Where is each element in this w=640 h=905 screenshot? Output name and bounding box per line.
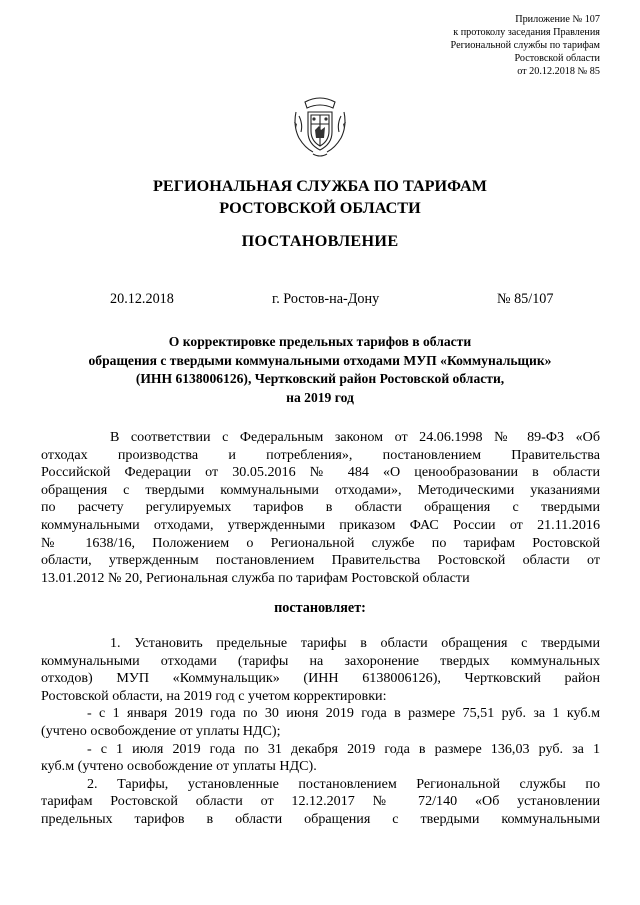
appendix-line: к протоколу заседания Правления <box>453 27 600 38</box>
subject-line: на 2019 год <box>286 389 354 405</box>
item-line: - с 1 января 2019 года по 30 июня 2019 года в размере 75,51 руб. за 1 куб.м <box>87 705 600 722</box>
item-line: 1. Установить предельные тарифы в области обращения с твердыми <box>110 635 600 651</box>
preamble-line: отходах производства и потребления», постановлением Правительства <box>41 446 600 463</box>
preamble-line: В соответствии с Федеральным законом от 24.06.1998 № 89-ФЗ «Об <box>110 429 600 445</box>
item-line: 2. Тарифы, установленные постановлением Региональной службы по <box>87 775 600 792</box>
item-line: (учтено освобождение от уплаты НДС); <box>41 722 281 739</box>
preamble-line: 13.01.2012 № 20, Региональная служба по тарифам Ростовской области <box>41 569 470 586</box>
document-date: 20.12.2018 <box>110 291 174 307</box>
agency-name <box>0 175 640 219</box>
document-type: ПОСТАНОВЛЕНИЕ <box>241 232 399 250</box>
agency-name-line: РЕГИОНАЛЬНАЯ СЛУЖБА ПО ТАРИФАМ <box>153 177 487 195</box>
item-line: предельных тарифов в области обращения с твердыми коммунальными <box>41 810 600 827</box>
subject-line: обращения с твердыми коммунальными отходами МУП «Коммунальщик» <box>88 352 552 368</box>
decree-word: постановляет: <box>274 600 366 616</box>
document-subject <box>40 333 600 407</box>
preamble-line: Российской Федерации от 30.05.2016 № 484 «О ценообразовании в области <box>41 464 600 481</box>
preamble-line: по расчету регулируемых тарифов в области обращения с твердыми <box>41 499 600 516</box>
subject-line: О корректировке предельных тарифов в области <box>168 334 472 349</box>
appendix-line: Региональной службы по тарифам <box>450 40 600 51</box>
subject-line: (ИНН 6138006126), Чертковский район Ростовской области, <box>135 371 505 386</box>
preamble-paragraph <box>41 429 600 587</box>
item-line: куб.м (учтено освобождение от уплаты НДС). <box>41 758 317 775</box>
item-line: отходов) МУП «Коммунальщик» (ИНН 6138006126), Чертковский район <box>41 670 600 687</box>
item-line: коммунальными отходами (тарифы на захоронение твердых коммунальных <box>41 652 600 669</box>
appendix-line: Ростовской области <box>514 53 600 64</box>
document-number: № 85/107 <box>497 291 554 307</box>
item-line: Ростовской области, на 2019 год с учетом корректировки: <box>41 687 387 704</box>
coat-of-arms-icon <box>291 94 349 160</box>
appendix-block <box>360 13 600 78</box>
item-line: тарифам Ростовской области от 12.12.2017 № 72/140 «Об установлении <box>41 793 600 810</box>
appendix-line: от 20.12.2018 № 85 <box>517 66 600 77</box>
preamble-line: коммунальными отходами, утвержденными приказом ФАС России от 21.11.2016 <box>41 516 600 533</box>
agency-name-line: РОСТОВСКОЙ ОБЛАСТИ <box>219 199 421 217</box>
document-city: г. Ростов-на-Дону <box>272 291 380 307</box>
preamble-line: обращения с твердыми коммунальными отходами», Методическими указаниями <box>41 481 600 498</box>
appendix-line: Приложение № 107 <box>515 14 600 25</box>
preamble-line: области, утвержденным постановлением Правительства Ростовской области от <box>41 552 600 569</box>
decree-items <box>41 635 600 829</box>
preamble-line: № 1638/16, Положением о Региональной службе по тарифам Ростовской <box>41 534 600 551</box>
item-line: - с 1 июля 2019 года по 31 декабря 2019 года в размере 136,03 руб. за 1 <box>87 740 600 757</box>
